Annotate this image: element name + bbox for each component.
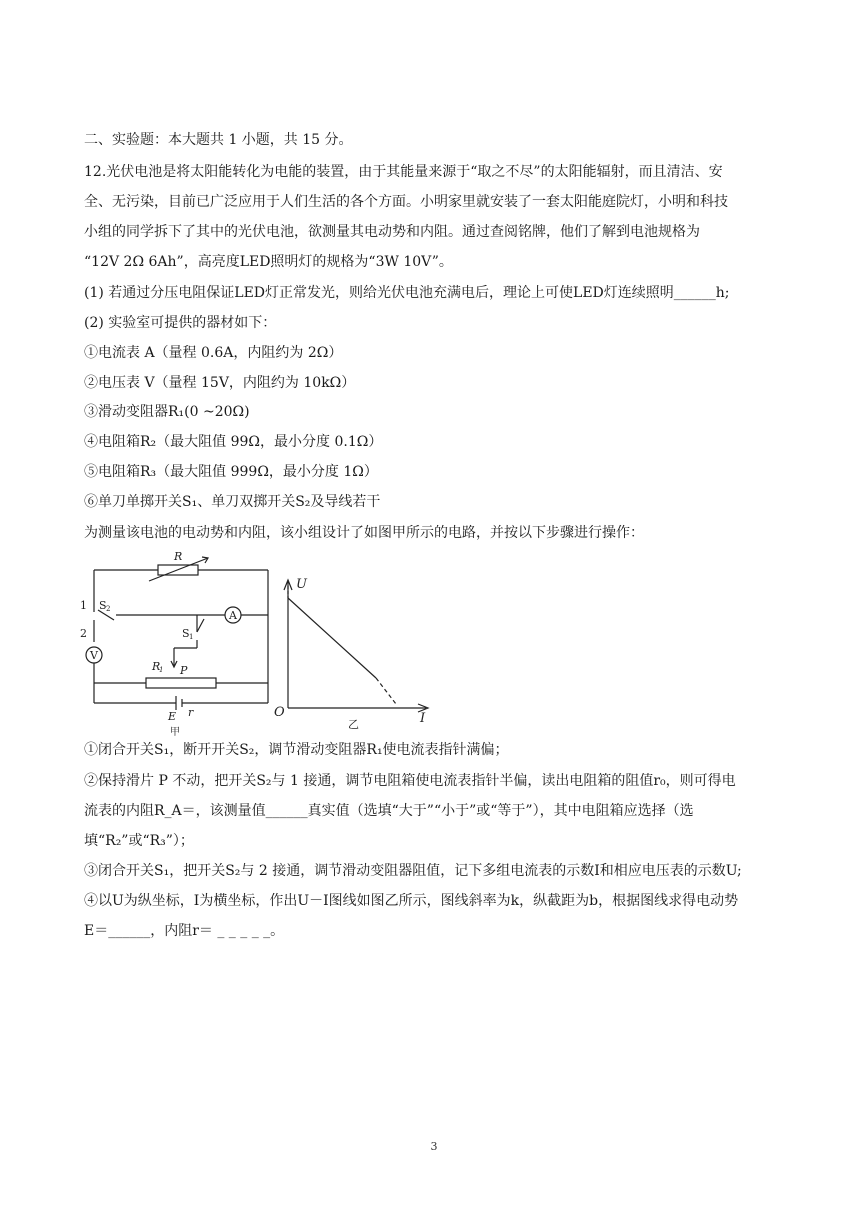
origin-label: O [274, 705, 285, 720]
page-number: 3 [430, 1140, 438, 1153]
label-r: r [188, 706, 194, 719]
label-R1-sub: 1 [159, 666, 164, 674]
caption-jia: 甲 [170, 727, 180, 738]
label-terminal-1: 1 [80, 599, 87, 612]
problem-intro-line-3: 小组的同学拆下了其中的光伏电池，欲测量其电动势和内阻。通过查阅铭牌，他们了解到电池规格为 [84, 224, 700, 240]
problem-intro-line-2: 全、无污染，目前已广泛应用于人们生活的各个方面。小明家里就安装了一套太阳能庭院灯，小明和科技 [84, 194, 728, 210]
label-S1: S [182, 627, 190, 640]
label-R: R [174, 550, 183, 563]
step-2-line-2: 流表的内阻R_A＝，该测量值______真实值（选填“大于”“小于”或“等于”），其中电阻箱应选择（选 [84, 803, 694, 819]
ui-graph-yi [268, 572, 438, 732]
equipment-item-2: ②电压表 V（量程 15V，内阻约为 10kΩ） [84, 375, 356, 391]
label-S2: S [99, 599, 107, 612]
axis-label-U: U [296, 577, 307, 592]
equipment-item-1: ①电流表 A（量程 0.6A，内阻约为 2Ω） [84, 345, 343, 361]
equipment-item-3: ③滑动变阻器R₁(0 ~20Ω) [84, 404, 250, 420]
step-3: ③闭合开关S₁，把开关S₂与 2 接通，调节滑动变阻器阻值，记下多组电流表的示数I和相应电压表的示数U; [84, 863, 742, 879]
question-2-title: (2) 实验室可提供的器材如下： [84, 315, 277, 331]
label-terminal-2: 2 [80, 627, 87, 640]
step-2-line-3: 填“R₂”或“R₃”）； [84, 833, 194, 849]
step-4-line-1: ④以U为纵坐标，I为横坐标，作出U－I图线如图乙所示，图线斜率为k，纵截距为b，根据图线求得电动势 [84, 893, 739, 909]
equipment-item-5: ⑤电阻箱R₃（最大阻值 999Ω，最小分度 1Ω） [84, 464, 378, 480]
label-E: E [168, 710, 177, 723]
circuit-diagram-jia [76, 548, 276, 738]
step-2-line-1: ②保持滑片 P 不动，把开关S₂与 1 接通，调节电阻箱使电流表指针半偏，读出电阻箱的阻值r₀，则可得电 [84, 773, 736, 789]
problem-intro-line-1: 12.光伏电池是将太阳能转化为电能的装置，由于其能量来源于“取之不尽”的太阳能辐射，而且清洁、安 [84, 164, 723, 180]
ammeter-symbol: A [229, 609, 237, 622]
voltmeter-symbol: V [90, 649, 98, 662]
problem-intro-line-4: “12V 2Ω 6Ah”，高亮度LED照明灯的规格为“3W 10V”。 [84, 254, 453, 270]
label-R1: R [152, 660, 161, 673]
design-line: 为测量该电池的电动势和内阻，该小组设计了如图甲所示的电路，并按以下步骤进行操作： [84, 525, 644, 541]
label-S2-sub: 2 [106, 605, 111, 613]
label-S1-sub: 1 [189, 633, 194, 641]
section-title: 二、实验题：本大题共 1 小题，共 15 分。 [84, 132, 353, 148]
step-4-line-2: E＝______，内阻r＝ _ _ _ _ _。 [84, 923, 285, 939]
equipment-item-4: ④电阻箱R₂（最大阻值 99Ω，最小分度 0.1Ω） [84, 434, 383, 450]
axis-label-I: I [420, 711, 426, 726]
step-1: ①闭合开关S₁，断开开关S₂，调节滑动变阻器R₁使电流表指针满偏； [84, 742, 509, 758]
label-P: P [180, 664, 188, 677]
equipment-item-6: ⑥单刀单掷开关S₁、单刀双掷开关S₂及导线若干 [84, 494, 381, 510]
caption-yi: 乙 [348, 718, 359, 731]
question-1: (1) 若通过分压电阻保证LED灯正常发光，则给光伏电池充满电后，理论上可使LED灯连续照明______h; [84, 285, 730, 301]
